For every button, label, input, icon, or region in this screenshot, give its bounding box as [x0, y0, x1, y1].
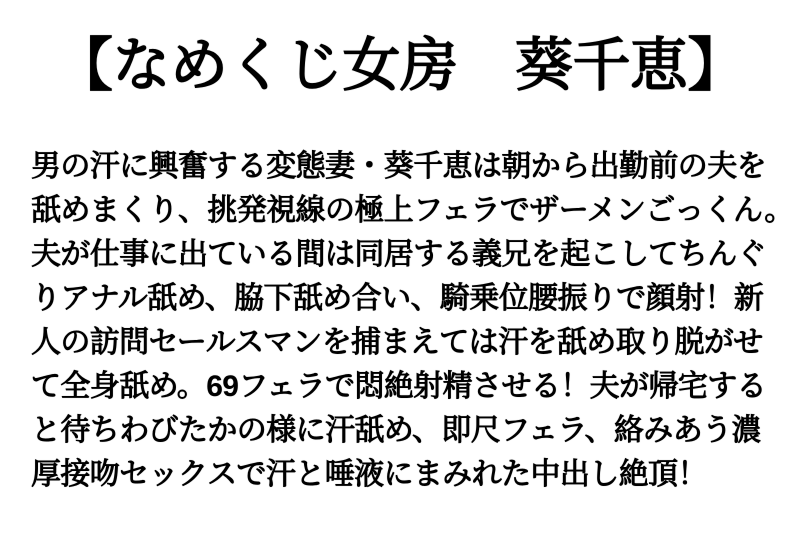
text-line: 夫が仕事に出ている間は同居する義兄を起こしてちんぐ — [31, 238, 766, 271]
text-line: 舐めまくり、挑発視線の極上フェラでザーメンごっくん。 — [31, 194, 794, 227]
text-line: と待ちわびたかの様に汗舐め、即尺フェラ、絡みあう濃 — [31, 414, 761, 447]
page-title: 【なめくじ女房 葵千恵】 — [54, 33, 745, 98]
text-line: りアナル舐め、脇下舐め合い、騎乗位腰振りで顔射！新 — [31, 282, 764, 315]
text-line: 男の汗に興奮する変態妻・葵千恵は朝から出勤前の夫を — [31, 150, 766, 183]
description-text — [31, 145, 794, 497]
text-line: て全身舐め。69フェラで悶絶射精させる！夫が帰宅する — [31, 370, 767, 403]
text-line: 人の訪問セールスマンを捕まえては汗を舐め取り脱がせ — [31, 326, 763, 359]
text-line: 厚接吻セックスで汗と唾液にまみれた中出し絶頂！ — [31, 458, 707, 491]
